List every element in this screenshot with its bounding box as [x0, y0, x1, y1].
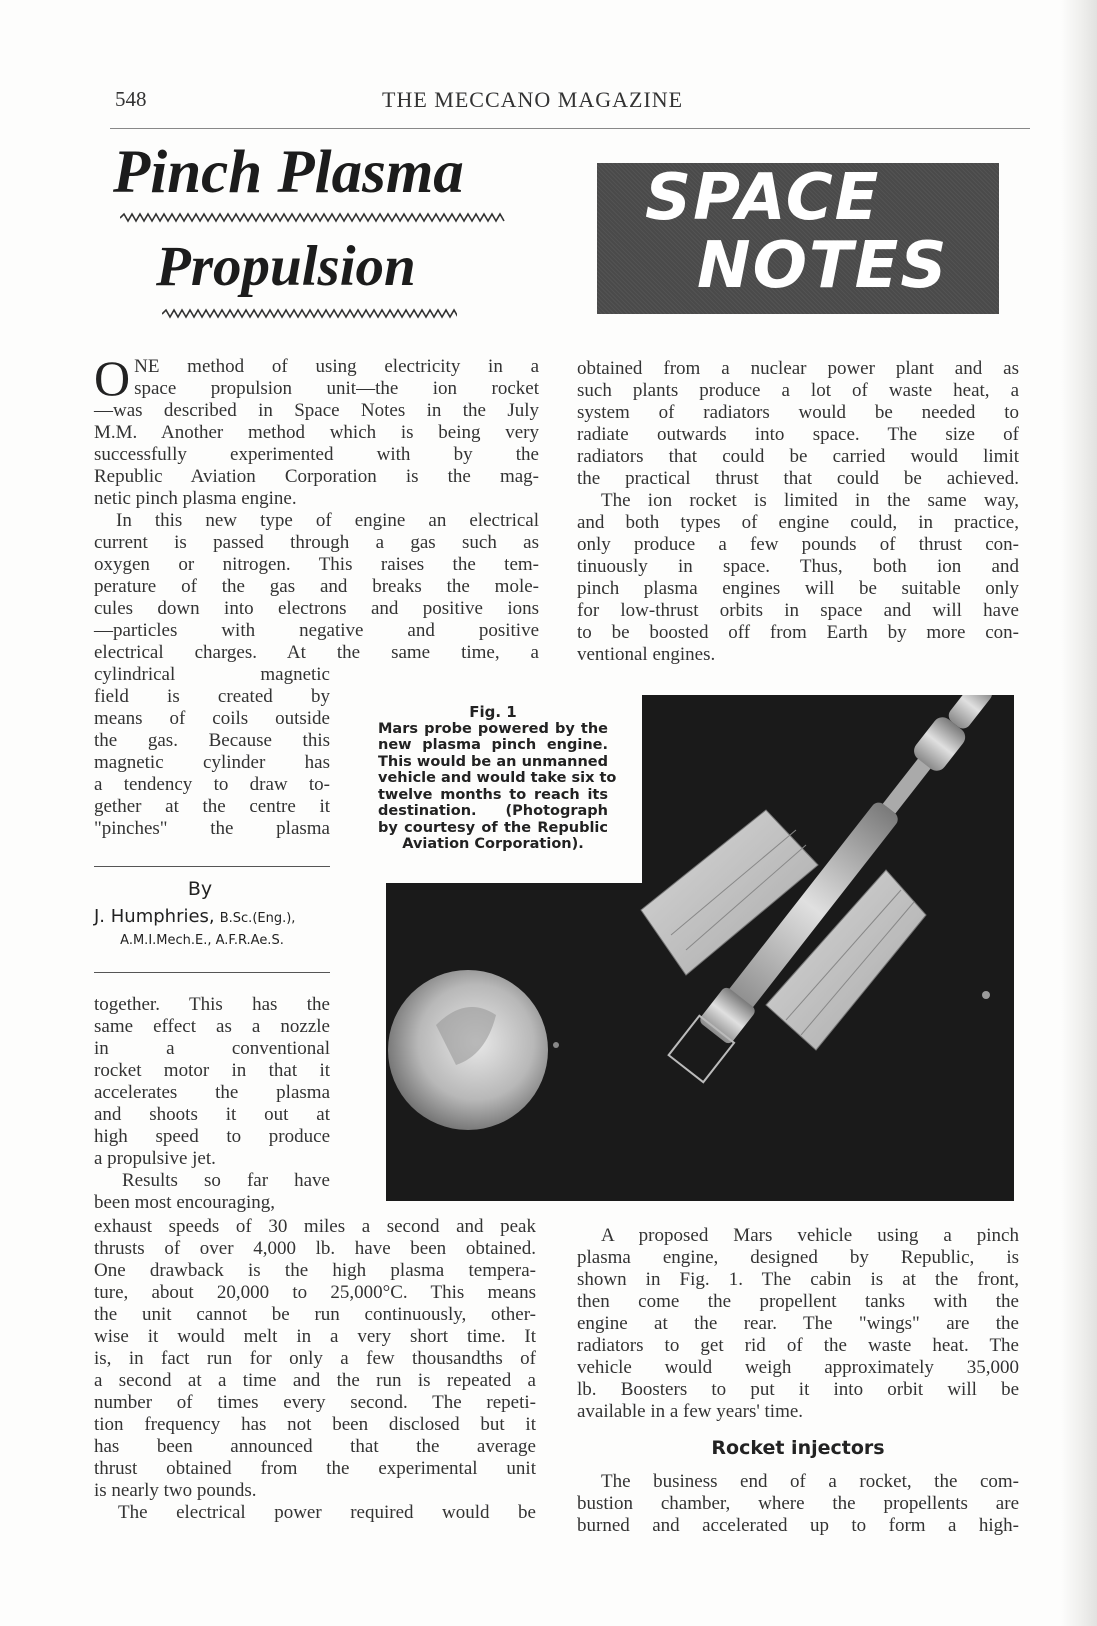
text-line: wise it would melt in a very short time. It	[94, 1326, 536, 1347]
byline-rule-bottom	[94, 972, 330, 973]
caption-line: twelve months to reach its	[378, 786, 608, 803]
header-rule	[110, 128, 1030, 129]
byline-by: By	[187, 878, 213, 900]
text-line: has been announced that the average	[94, 1436, 536, 1457]
text-line: successfully experimented with by the	[94, 444, 539, 465]
running-head: THE MECCANO MAGAZINE	[382, 87, 684, 112]
text-line: perature of the gas and breaks the mole-	[94, 576, 539, 597]
text-line: plasma engine, designed by Republic, is	[577, 1247, 1019, 1268]
text-line: oxygen or nitrogen. This raises the tem-	[94, 554, 539, 575]
text-line: such plants produce a lot of waste heat, a	[577, 380, 1019, 401]
text-line: In this new type of engine an electrical	[116, 510, 539, 531]
byline-author: J. Humphries,	[94, 906, 215, 927]
col1-paragraph-intro	[94, 350, 539, 664]
caption-line: by courtesy of the Republic	[378, 819, 608, 836]
caption-line: vehicle and would take six to	[378, 770, 617, 786]
col2-paragraph-mars-vehicle	[577, 1225, 1019, 1423]
text-line: a propulsive jet.	[94, 1148, 216, 1169]
text-line: NE method of using electricity in a	[134, 356, 539, 377]
subheading-rocket-injectors: Rocket injectors	[711, 1437, 885, 1459]
banner-word-space: SPACE	[645, 161, 881, 235]
col1-paragraph-results	[94, 1216, 536, 1524]
text-line: together. This has the	[94, 994, 330, 1015]
col2-paragraph-injectors	[577, 1471, 1019, 1537]
text-line: M.M. Another method which is being very	[94, 422, 539, 443]
text-line: available in a few years' time.	[577, 1401, 804, 1422]
text-line: pinch plasma engines will be suitable only	[577, 578, 1019, 599]
col1-narrow-text-1	[94, 664, 330, 840]
text-line: obtained from a nuclear power plant and as	[577, 358, 1019, 379]
text-line: a second at a time and the run is repeated a	[94, 1370, 536, 1391]
text-line: number of times every second. The repeti-	[94, 1392, 536, 1413]
text-line: ventional engines.	[577, 644, 716, 665]
text-line: the gas. Because this	[94, 730, 330, 751]
text-line: only produce a few pounds of thrust con-	[577, 534, 1019, 555]
text-line: current is passed through a gas such as	[94, 532, 539, 553]
text-line: is nearly two pounds.	[94, 1480, 257, 1501]
article-title-line1: Pinch Plasma	[113, 139, 464, 206]
text-line: thrust obtained from the experimental unit	[94, 1458, 536, 1479]
caption-line: new plasma pinch engine.	[378, 737, 608, 753]
title-squiggle-rule-1	[120, 212, 505, 224]
text-line: radiate outwards into space. The size of	[577, 424, 1019, 445]
drop-cap: O	[94, 350, 131, 406]
caption-line: Aviation Corporation).	[402, 836, 584, 852]
text-line: tinuously in space. Thus, both ion and	[577, 556, 1019, 577]
text-line: engine at the rear. The "wings" are the	[577, 1313, 1019, 1334]
text-line: lb. Boosters to put it into orbit will be	[577, 1379, 1019, 1400]
text-line: cules down into electrons and positive ions	[94, 598, 539, 619]
text-line: for low-thrust orbits in space and will have	[577, 600, 1019, 621]
text-line: vehicle would weigh approximately 35,000	[577, 1357, 1019, 1378]
text-line: gether at the centre it	[94, 796, 330, 817]
col1-narrow-text-2	[94, 994, 330, 1214]
banner-word-notes: NOTES	[697, 229, 949, 303]
text-line: The electrical power required would be	[118, 1502, 536, 1523]
text-line: thrusts of over 4,000 lb. have been obtained.	[94, 1238, 536, 1259]
caption-line: This would be an unmanned	[378, 753, 608, 770]
text-line: is, in fact run for only a few thousandths of	[94, 1348, 536, 1369]
text-line: shown in Fig. 1. The cabin is at the front,	[577, 1269, 1019, 1290]
text-line: ture, about 20,000 to 25,000°C. This means	[94, 1282, 536, 1303]
text-line: radiators that could be carried would limit	[577, 446, 1019, 467]
text-line: and shoots it out at	[94, 1104, 330, 1125]
text-line: exhaust speeds of 30 miles a second and peak	[94, 1216, 536, 1237]
col2-paragraph-power	[577, 358, 1019, 666]
text-line: the unit cannot be run continuously, other-	[94, 1304, 536, 1325]
byline-degrees-1: B.Sc.(Eng.),	[219, 911, 296, 926]
text-line: then come the propellent tanks with the	[577, 1291, 1019, 1312]
text-line: One drawback is the high plasma tempera-	[94, 1260, 536, 1281]
text-line: and both types of engine could, in practice,	[577, 512, 1019, 533]
text-line: a tendency to draw to-	[94, 774, 330, 795]
text-line: netic pinch plasma engine.	[94, 488, 297, 509]
fig1-caption	[378, 703, 617, 853]
article-title-line2: Propulsion	[156, 235, 416, 298]
text-line: "pinches" the plasma	[94, 818, 330, 839]
text-line: radiators to get rid of the waste heat. The	[577, 1335, 1019, 1356]
text-line: magnetic cylinder has	[94, 752, 330, 773]
byline-rule-top	[94, 866, 330, 867]
text-line: The business end of a rocket, the com-	[601, 1471, 1019, 1492]
text-line: bustion chamber, where the propellents are	[577, 1493, 1019, 1514]
text-line: The ion rocket is limited in the same way,	[601, 490, 1019, 511]
fig1-label: Fig. 1	[469, 703, 517, 721]
text-line: Results so far have	[122, 1170, 330, 1191]
text-line: field is created by	[94, 686, 330, 707]
page-number: 548	[115, 87, 147, 111]
text-line: to be boosted off from Earth by more con-	[577, 622, 1019, 643]
space-notes-banner	[597, 163, 999, 314]
text-line: cylindrical magnetic	[94, 664, 330, 685]
text-line: burned and accelerated up to form a high-	[577, 1515, 1019, 1536]
byline-degrees-2: A.M.I.Mech.E., A.F.R.Ae.S.	[120, 933, 284, 948]
text-line: A proposed Mars vehicle using a pinch	[601, 1225, 1019, 1246]
byline	[94, 878, 330, 948]
text-line: the practical thrust that could be achieved.	[577, 468, 1019, 489]
text-line: —particles with negative and positive	[94, 620, 539, 641]
text-line: —was described in Space Notes in the July	[94, 400, 539, 421]
text-line: means of coils outside	[94, 708, 330, 729]
text-line: rocket motor in that it	[94, 1060, 330, 1081]
caption-line: Mars probe powered by the	[378, 720, 608, 737]
caption-line: destination. (Photograph	[378, 803, 608, 819]
text-line: in a conventional	[94, 1038, 330, 1059]
text-line: accelerates the plasma	[94, 1082, 330, 1103]
text-line: high speed to produce	[94, 1126, 330, 1147]
title-squiggle-rule-2	[162, 308, 457, 320]
text-line: system of radiators would be needed to	[577, 402, 1019, 423]
text-line: space propulsion unit—the ion rocket	[134, 378, 539, 399]
page-edge-shadow	[1061, 0, 1097, 1626]
text-line: Republic Aviation Corporation is the mag-	[94, 466, 539, 487]
text-line: tion frequency has not been disclosed but it	[94, 1414, 536, 1435]
text-line: electrical charges. At the same time, a	[94, 642, 539, 663]
text-line: been most encouraging,	[94, 1192, 275, 1213]
text-line: same effect as a nozzle	[94, 1016, 330, 1037]
